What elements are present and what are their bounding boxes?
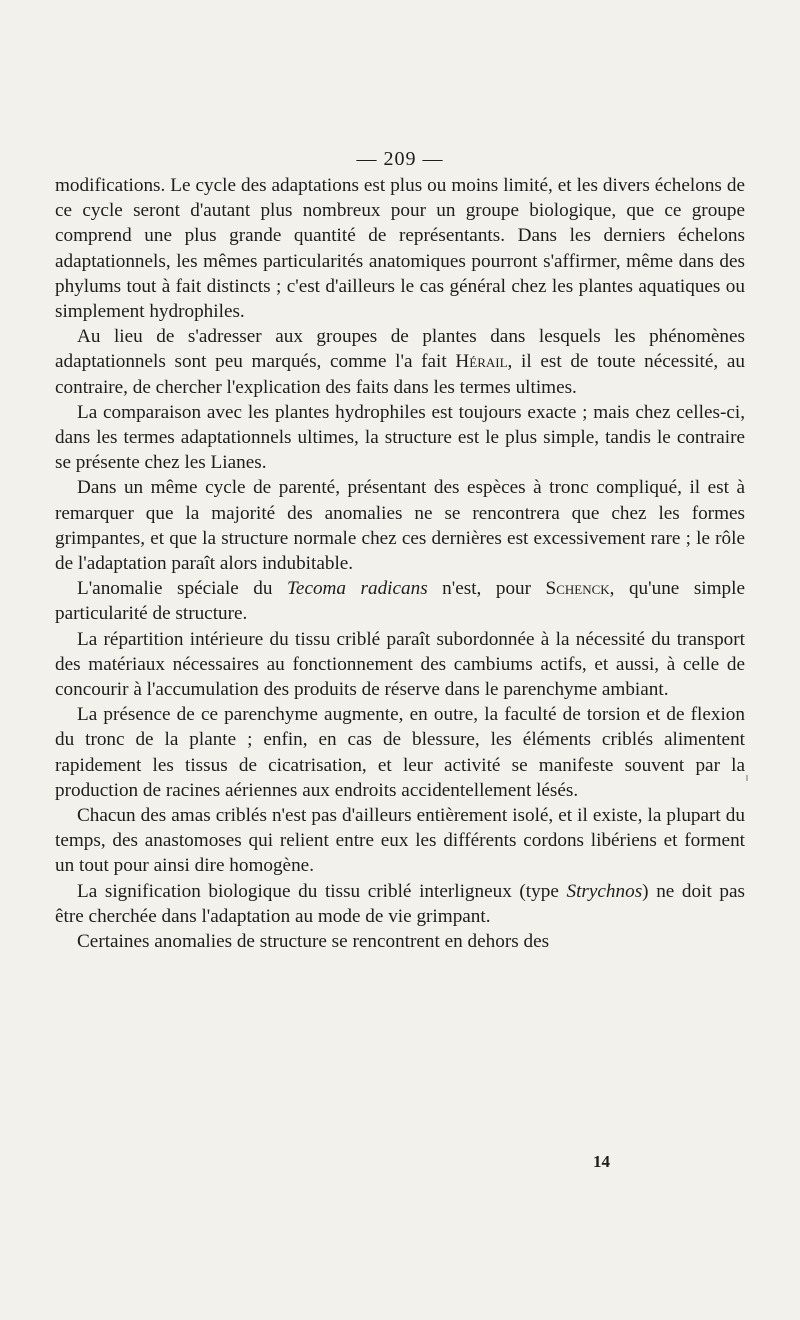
author-name-smallcaps: Hérail bbox=[455, 351, 508, 373]
signature-mark: 14 bbox=[593, 1152, 610, 1171]
text-run: Chacun des amas criblés n'est pas d'ailleurs entièrement isolé, et il existe, la plupart du temps, des anastomoses qui relient entre eux les différents cordons libériens et forment un tout pour ainsi dire homogène. bbox=[55, 805, 745, 877]
author-name-smallcaps: Schenck bbox=[545, 578, 610, 600]
text-run: , qu'une simple particularité de structure. bbox=[55, 578, 745, 625]
text-run: , il est de toute nécessité, au contraire, de chercher l'explication des faits dans les termes ultimes. bbox=[55, 351, 745, 398]
text-run: Dans un même cycle de parenté, présentant des espèces à tronc compliqué, il est à remarquer que la majorité des anomalies ne se rencontrera que chez les formes grimpantes, et que la structure normale chez ces dernières est excessivement rare ; le rôle de l'adaptation paraît alors indubitable. bbox=[55, 477, 745, 575]
text-run: Au lieu de s'adresser aux groupes de plantes dans lesquels les phénomènes adaptationnels sont peu marqués, comme l'a fait bbox=[55, 326, 745, 373]
text-run: Certaines anomalies de structure se rencontrent en dehors des bbox=[77, 931, 550, 953]
genus-name-italic: Strychnos bbox=[566, 880, 643, 902]
text-run: La présence de ce parenchyme augmente, en outre, la faculté de torsion et de flexion du tronc de la plante ; enfin, en cas de blessure, les éléments criblés alimentent rapidement les tissus de cicatrisation, et leur activité se manifeste souvent par la production de racines aériennes aux endroits accidentellement lésés. bbox=[55, 704, 745, 801]
paragraph bbox=[55, 702, 745, 803]
species-name-italic: Tecoma radicans bbox=[287, 578, 428, 600]
text-run: La comparaison avec les plantes hydrophiles est toujours exacte ; mais chez celles-ci, dans les termes adaptationnels ultimes, la structure est le plus simple, tandis le contraire se présente chez les Lianes. bbox=[55, 401, 745, 474]
text-run: La signification biologique du tissu criblé interligneux (type bbox=[77, 880, 567, 902]
paper-speck bbox=[746, 775, 748, 781]
paragraph bbox=[55, 173, 745, 324]
paragraph bbox=[55, 627, 745, 703]
paragraph bbox=[55, 576, 745, 626]
paragraph bbox=[55, 324, 745, 400]
page-number: — 209 — bbox=[356, 148, 444, 170]
body-text bbox=[55, 173, 745, 954]
text-run: La répartition intérieure du tissu criblé paraît subordonnée à la nécessité du transport des matériaux nécessaires au fonctionnement des cambiums actifs, et aussi, à celle de concourir à l'accumulation des produits de réserve dans le parenchyme ambiant. bbox=[55, 628, 745, 701]
paragraph bbox=[55, 803, 745, 879]
text-run: L'anomalie spéciale du bbox=[77, 578, 288, 600]
paragraph bbox=[55, 879, 745, 929]
text-run: ) ne doit pas être cherchée dans l'adaptation au mode de vie grimpant. bbox=[55, 880, 745, 927]
text-run: modifications. Le cycle des adaptations est plus ou moins limité, et les divers échelons de ce cycle seront d'autant plus nombreux pour un groupe biologique, que ce groupe comprend une plus grande quantité de représentants. Dans les derniers échelons adaptationnels, les mêmes particularités anatomiques pourront s'affirmer, même dans des phylums tout à fait distincts ; c'est d'ailleurs le cas général chez les plantes aquatiques ou simplement hydrophiles. bbox=[55, 175, 745, 323]
paragraph bbox=[55, 400, 745, 476]
text-run: n'est, pour bbox=[427, 578, 546, 600]
paragraph bbox=[55, 475, 745, 576]
paragraph bbox=[55, 929, 745, 954]
